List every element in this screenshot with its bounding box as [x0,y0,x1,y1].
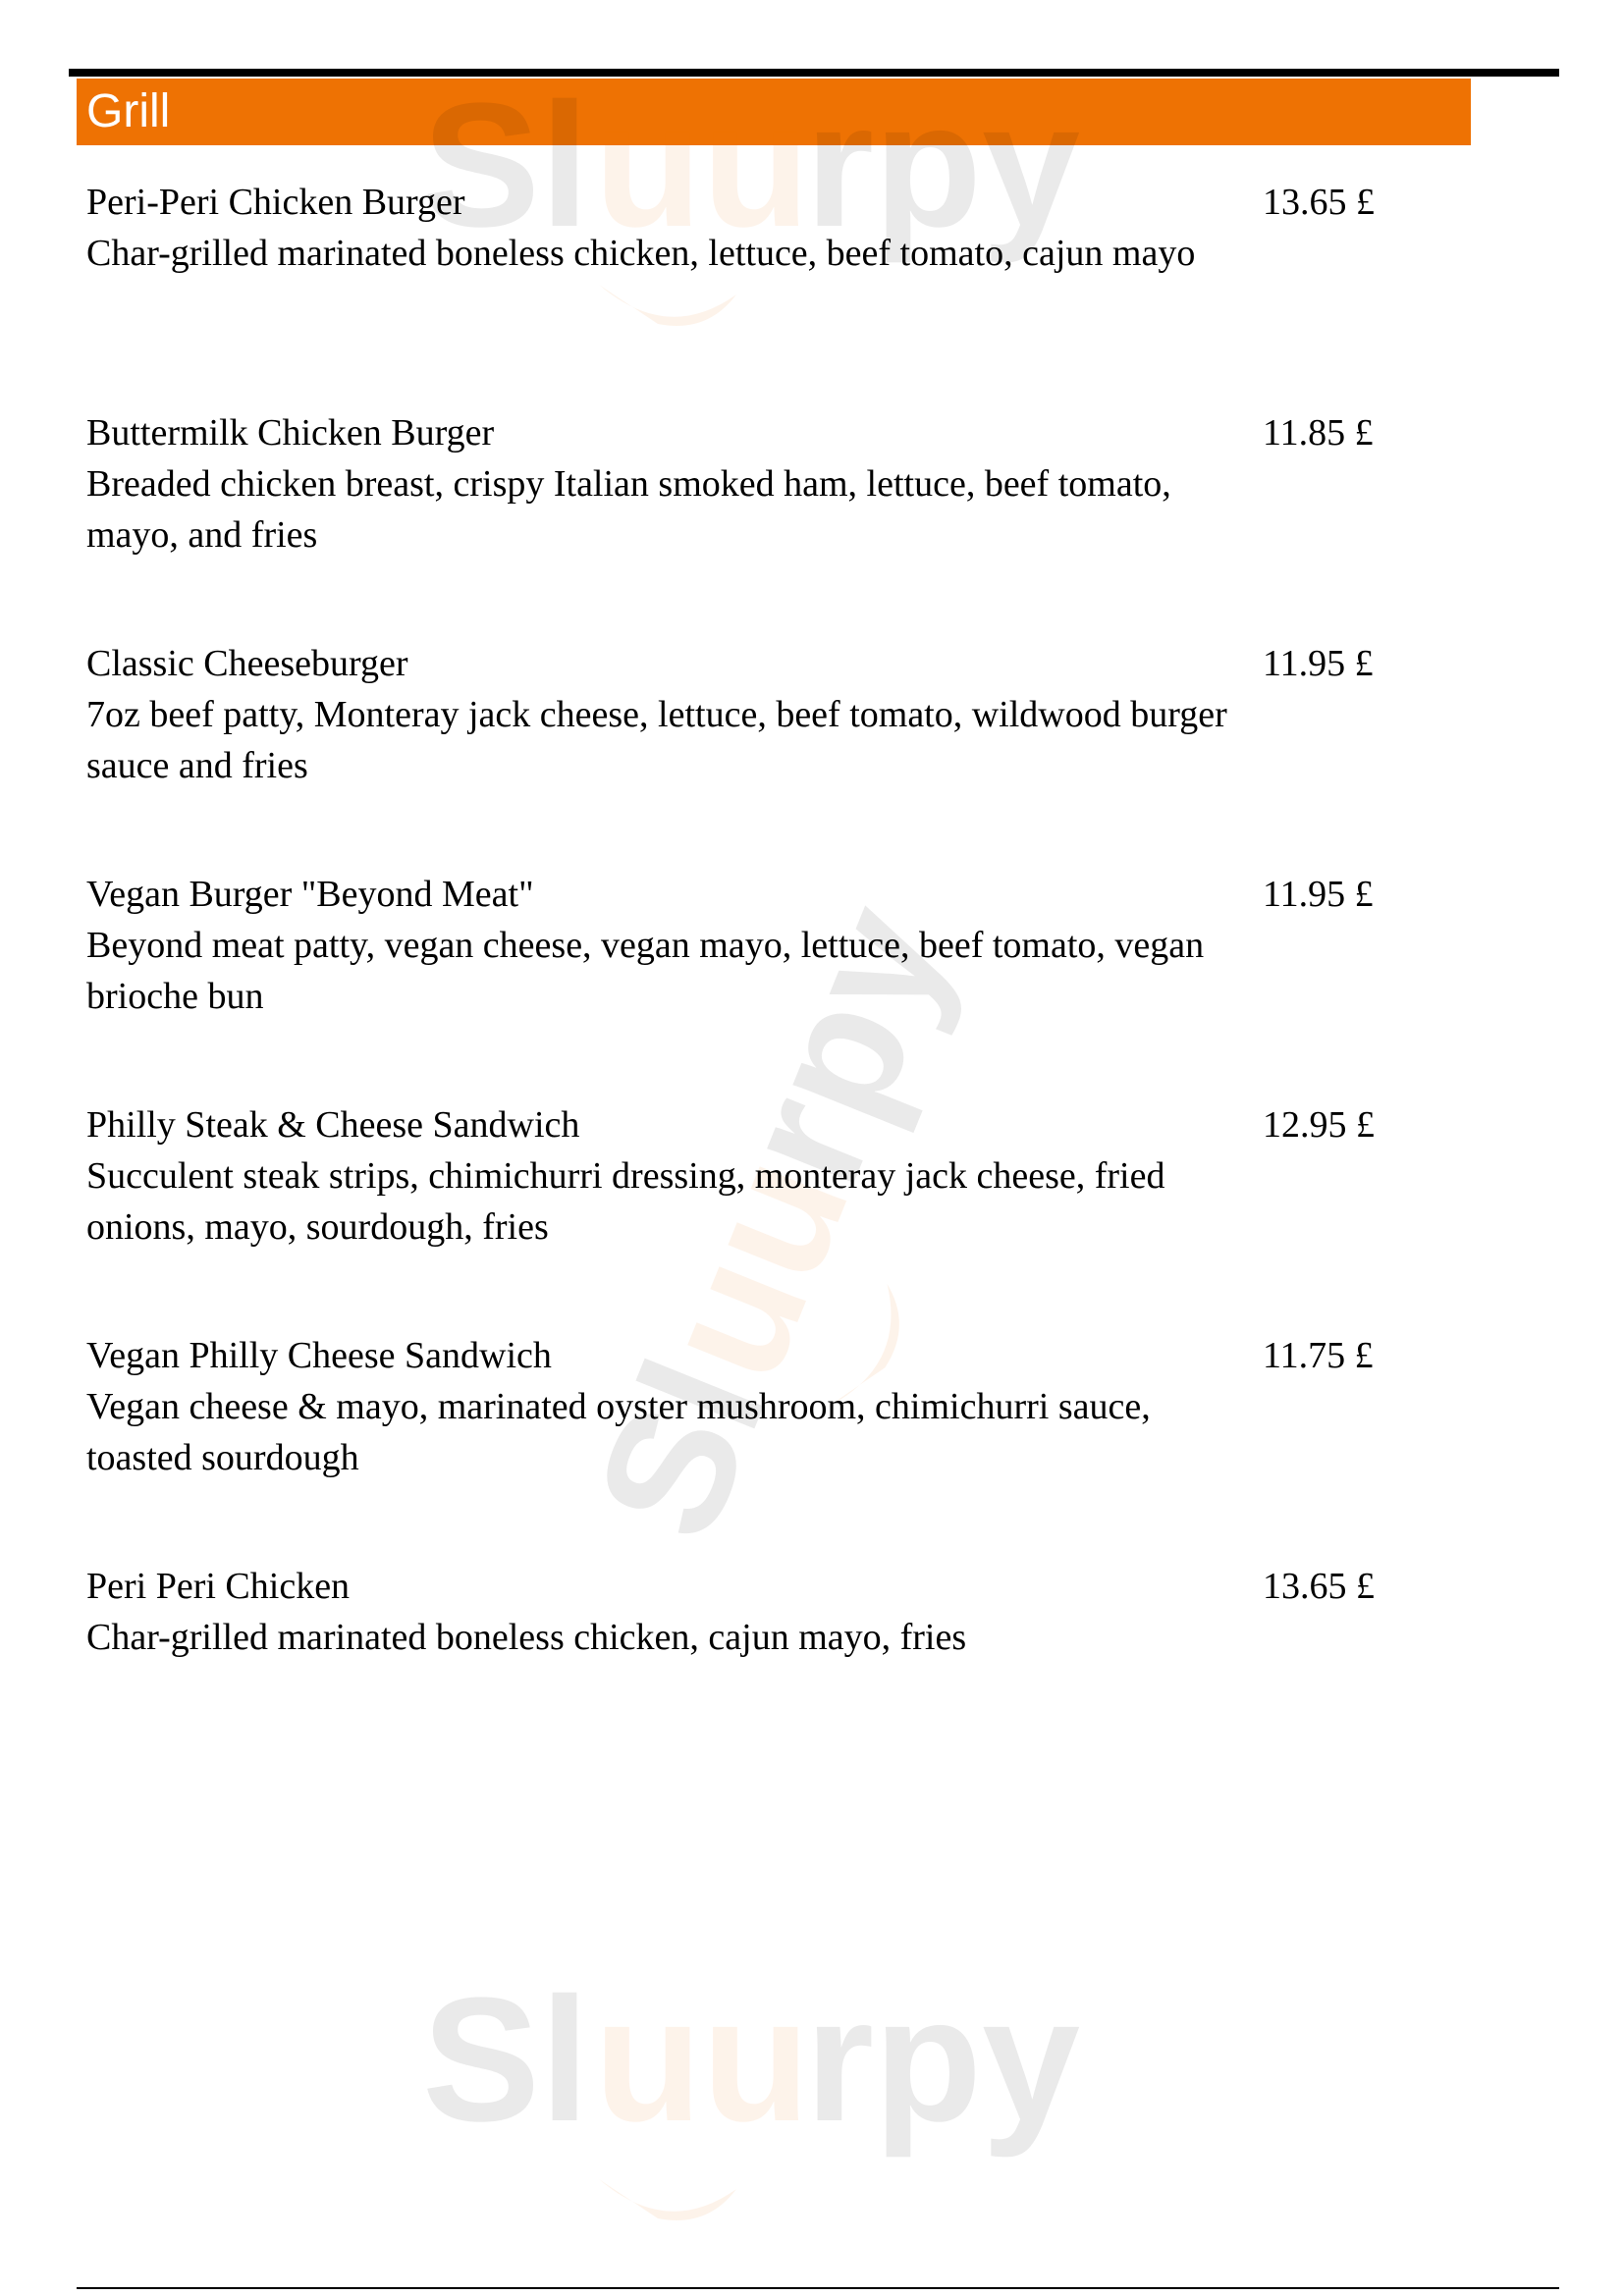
menu-item [86,1330,1402,1561]
section-header [77,79,1471,145]
item-name: Peri-Peri Chicken Burger [86,182,465,223]
menu-item [86,869,1402,1099]
svg-text:rpy: rpy [701,880,988,1209]
menu-item [86,638,1402,869]
svg-text:uu: uu [594,1961,810,2159]
bottom-divider [77,2287,1559,2289]
menu-item [86,1099,1402,1330]
item-price: 11.75 £ [1263,1335,1374,1376]
top-divider [69,69,1559,77]
item-description: Char-grilled marinated boneless chicken, lettuce, beef tomato, cajun mayo [86,233,1196,274]
svg-text:Sl: Sl [558,1334,804,1564]
section-title: Grill [86,85,171,137]
item-description: Breaded chicken breast, crispy Italian smoked ham, lettuce, beef tomato, mayo, and fries [86,463,1171,556]
item-price: 12.95 £ [1263,1104,1375,1146]
svg-text:uu: uu [623,1130,887,1405]
svg-text:Sl: Sl [422,1961,590,2159]
item-price: 13.65 £ [1263,182,1375,223]
item-price: 11.85 £ [1263,412,1374,454]
item-name: Philly Steak & Cheese Sandwich [86,1104,580,1146]
menu-item [86,177,1402,407]
svg-text:Sl: Sl [422,67,590,264]
item-price: 11.95 £ [1263,874,1374,915]
item-description: Succulent steak strips, chimichurri dressing, monteray jack cheese, fried onions, mayo, sourdough, fries [86,1155,1165,1248]
svg-text:rpy: rpy [805,1961,1081,2159]
menu-item [86,407,1402,638]
menu-item [86,1561,1402,1791]
svg-text:rpy: rpy [805,67,1081,264]
item-name: Peri Peri Chicken [86,1566,351,1607]
item-description: Vegan cheese & mayo, marinated oyster mushroom, chimichurri sauce, toasted sourdough [86,1386,1151,1478]
item-name: Vegan Burger "Beyond Meat" [86,874,534,915]
watermark-logo [412,1953,1218,2248]
item-description: 7oz beef patty, Monteray jack cheese, lettuce, beef tomato, wildwood burger sauce and fries [86,694,1227,786]
menu-list [86,177,1402,1791]
item-price: 13.65 £ [1263,1566,1375,1607]
item-description: Char-grilled marinated boneless chicken, cajun mayo, fries [86,1617,967,1658]
item-name: Vegan Philly Cheese Sandwich [86,1335,552,1376]
svg-text:uu: uu [594,67,810,264]
item-name: Classic Cheeseburger [86,643,408,684]
item-price: 11.95 £ [1263,643,1374,684]
item-description: Beyond meat patty, vegan cheese, vegan mayo, lettuce, beef tomato, vegan brioche bun [86,925,1205,1017]
item-name: Buttermilk Chicken Burger [86,412,495,454]
